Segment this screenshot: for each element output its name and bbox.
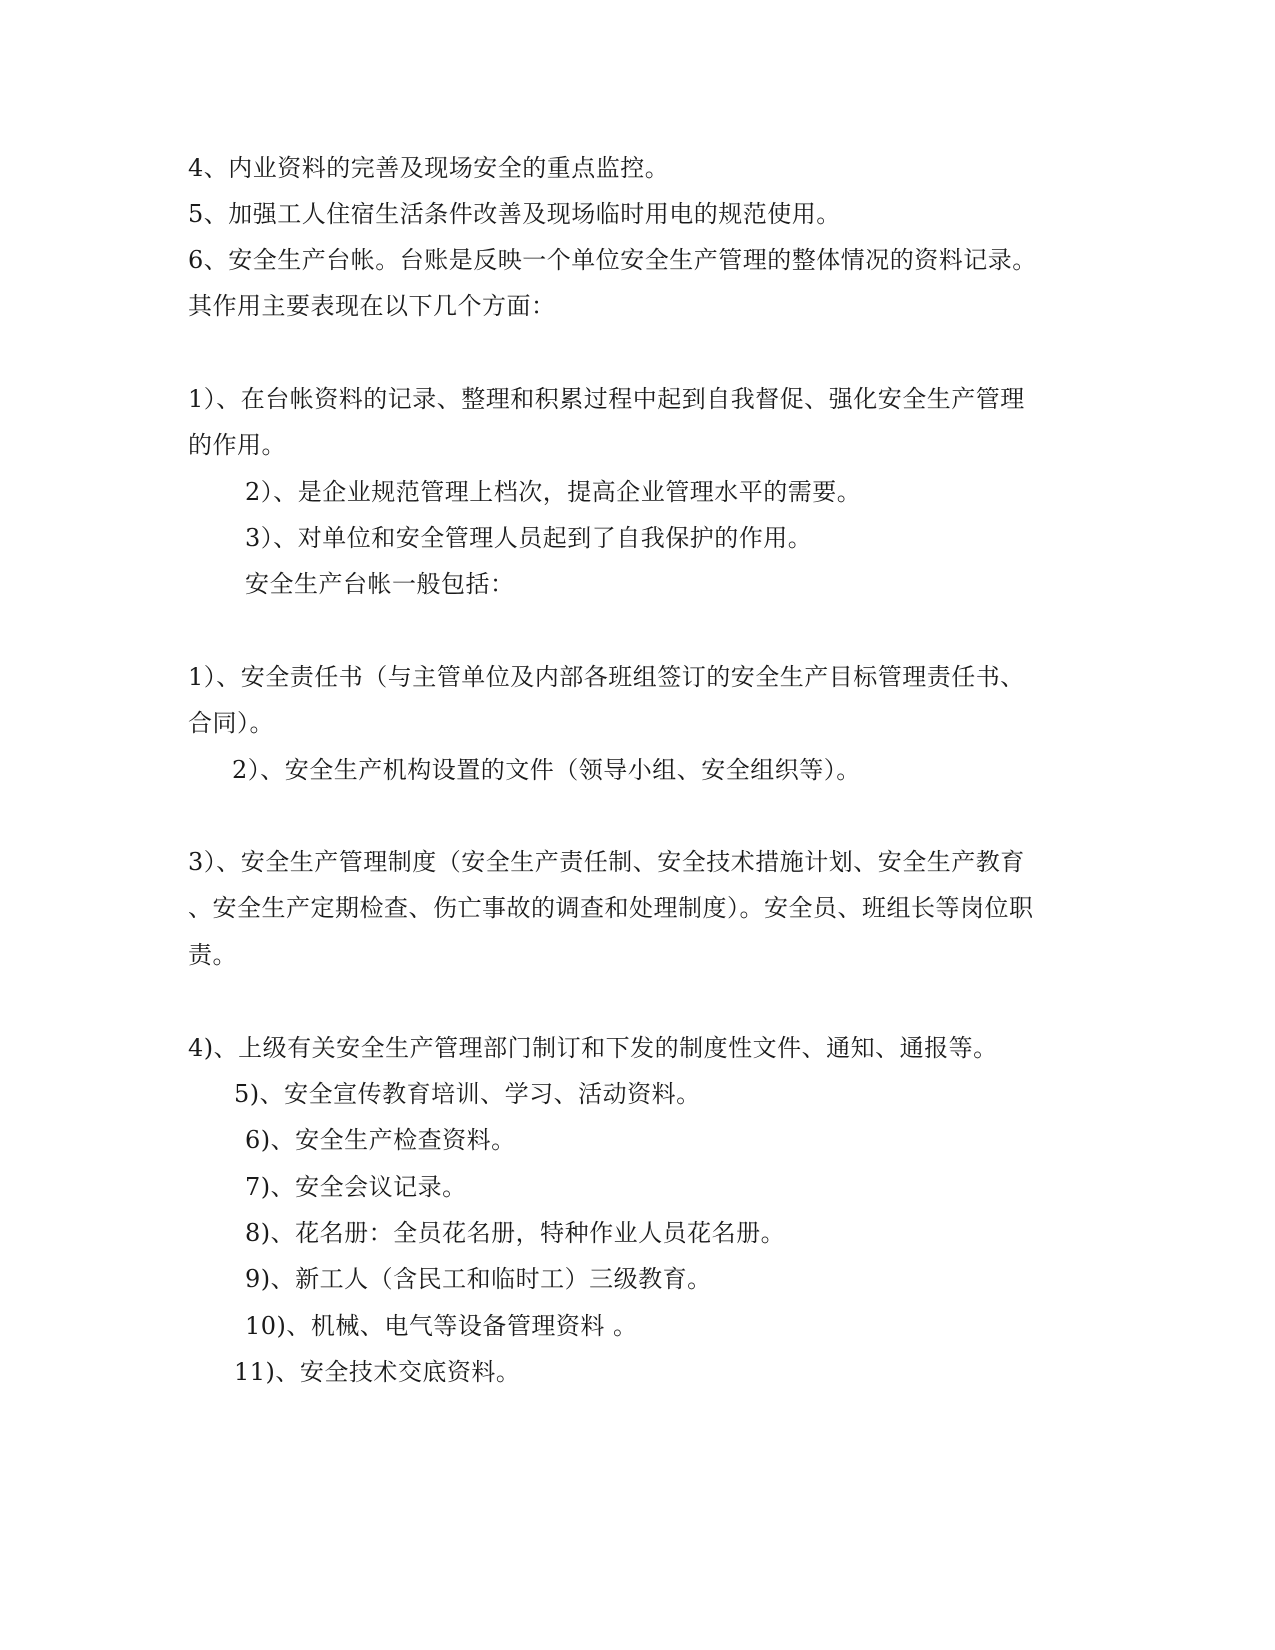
text-line: 、安全生产定期检查、伤亡事故的调查和处理制度）。安全员、班组长等岗位职: [188, 894, 1034, 922]
text-line: 4)、上级有关安全生产管理部门制订和下发的制度性文件、通知、通报等。: [188, 1034, 998, 1062]
text-line: 5、加强工人住宿生活条件改善及现场临时用电的规范使用。: [188, 200, 841, 228]
text-line: 6、安全生产台帐。台账是反映一个单位安全生产管理的整体情况的资料记录。: [188, 246, 1037, 274]
text-line: 的作用。: [188, 431, 286, 459]
text-line: 10)、机械、电气等设备管理资料 。: [245, 1312, 638, 1340]
text-line: 合同）。: [188, 709, 274, 737]
text-line: 2）、安全生产机构设置的文件（领导小组、安全组织等）。: [232, 756, 861, 784]
text-line: 3）、安全生产管理制度（安全生产责任制、安全技术措施计划、安全生产教育: [188, 848, 1025, 876]
text-line: 3）、对单位和安全管理人员起到了自我保护的作用。: [245, 524, 813, 552]
text-line: 其作用主要表现在以下几个方面：: [188, 292, 556, 320]
text-line: 11)、安全技术交底资料。: [234, 1358, 521, 1386]
text-line: 7)、安全会议记录。: [245, 1173, 467, 1201]
text-line: 责。: [188, 941, 237, 969]
text-line: 1）、安全责任书（与主管单位及内部各班组签订的安全生产目标管理责任书、: [188, 663, 1025, 691]
text-line: 5)、安全宣传教育培训、学习、活动资料。: [234, 1080, 701, 1108]
text-line: 4、内业资料的完善及现场安全的重点监控。: [188, 154, 670, 182]
text-line: 安全生产台帐一般包括：: [245, 570, 515, 598]
text-line: 1）、在台帐资料的记录、整理和积累过程中起到自我督促、强化安全生产管理: [188, 385, 1025, 413]
text-line: 8)、花名册：全员花名册，特种作业人员花名册。: [245, 1219, 786, 1247]
text-line: 9)、新工人（含民工和临时工）三级教育。: [245, 1265, 712, 1293]
text-line: 2）、是企业规范管理上档次，提高企业管理水平的需要。: [245, 478, 862, 506]
text-line: 6)、安全生产检查资料。: [245, 1126, 516, 1154]
